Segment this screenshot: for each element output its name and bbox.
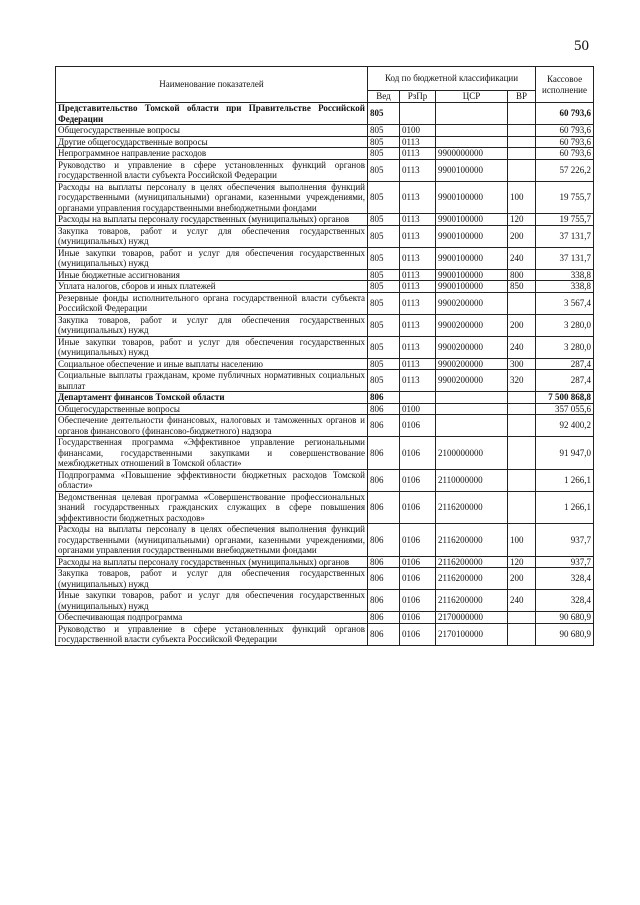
row-rzpr: 0113 bbox=[400, 269, 436, 281]
row-ved: 806 bbox=[368, 612, 400, 624]
table-row bbox=[56, 159, 594, 181]
row-amount: 92 400,2 bbox=[536, 415, 594, 437]
table-row bbox=[56, 524, 594, 557]
header-rzpr: РзПр bbox=[400, 91, 436, 103]
row-name: Расходы на выплаты персоналу государственных (муниципальных) органов bbox=[56, 214, 368, 226]
row-csr bbox=[436, 403, 508, 415]
row-ved: 805 bbox=[368, 125, 400, 137]
row-csr: 2170100000 bbox=[436, 623, 508, 645]
row-vr: 200 bbox=[508, 225, 536, 247]
row-rzpr: 0106 bbox=[400, 612, 436, 624]
row-rzpr: 0113 bbox=[400, 214, 436, 226]
row-name: Иные закупки товаров, работ и услуг для обеспечения государственных (муниципальных) нужд bbox=[56, 590, 368, 612]
table-body bbox=[56, 103, 594, 646]
row-csr: 9900200000 bbox=[436, 370, 508, 392]
table-row bbox=[56, 148, 594, 160]
row-name: Закупка товаров, работ и услуг для обеспечения государственных (муниципальных) нужд bbox=[56, 568, 368, 590]
row-ved: 806 bbox=[368, 568, 400, 590]
table-row bbox=[56, 125, 594, 137]
row-name: Расходы на выплаты персоналу в целях обеспечения выполнения функций государственными (муниципальными) органами, казенными учреждениями, органами управления государственными внебюджетными фондами bbox=[56, 181, 368, 214]
row-csr: 2100000000 bbox=[436, 437, 508, 470]
row-ved: 805 bbox=[368, 336, 400, 358]
table-row bbox=[56, 469, 594, 491]
row-amount: 90 680,9 bbox=[536, 612, 594, 624]
row-ved: 805 bbox=[368, 214, 400, 226]
row-ved: 805 bbox=[368, 269, 400, 281]
row-ved: 805 bbox=[368, 181, 400, 214]
row-rzpr bbox=[400, 103, 436, 125]
row-ved: 805 bbox=[368, 136, 400, 148]
row-rzpr: 0106 bbox=[400, 415, 436, 437]
row-name: Ведомственная целевая программа «Совершенствование профессиональных знаний государственных гражданских служащих в сфере повышения эффективности бюджетных расходов» bbox=[56, 491, 368, 524]
row-csr bbox=[436, 103, 508, 125]
row-vr: 300 bbox=[508, 358, 536, 370]
row-vr: 240 bbox=[508, 336, 536, 358]
row-ved: 805 bbox=[368, 281, 400, 293]
row-amount: 3 280,0 bbox=[536, 336, 594, 358]
row-name: Представительство Томской области при Правительстве Российской Федерации bbox=[56, 103, 368, 125]
row-csr: 2110000000 bbox=[436, 469, 508, 491]
row-amount: 937,7 bbox=[536, 524, 594, 557]
row-ved: 805 bbox=[368, 314, 400, 336]
row-csr: 9900100000 bbox=[436, 159, 508, 181]
row-amount: 37 131,7 bbox=[536, 225, 594, 247]
row-csr: 2116200000 bbox=[436, 556, 508, 568]
table-row bbox=[56, 370, 594, 392]
row-csr: 2116200000 bbox=[436, 524, 508, 557]
row-vr: 200 bbox=[508, 314, 536, 336]
row-name: Иные закупки товаров, работ и услуг для обеспечения государственных (муниципальных) нужд bbox=[56, 336, 368, 358]
row-rzpr: 0113 bbox=[400, 370, 436, 392]
row-rzpr: 0106 bbox=[400, 437, 436, 470]
row-name: Закупка товаров, работ и услуг для обеспечения государственных (муниципальных) нужд bbox=[56, 314, 368, 336]
row-vr: 120 bbox=[508, 214, 536, 226]
row-rzpr: 0106 bbox=[400, 590, 436, 612]
row-rzpr: 0113 bbox=[400, 136, 436, 148]
row-name: Общегосударственные вопросы bbox=[56, 403, 368, 415]
row-amount: 57 226,2 bbox=[536, 159, 594, 181]
row-vr bbox=[508, 292, 536, 314]
row-name: Закупка товаров, работ и услуг для обеспечения государственных (муниципальных) нужд bbox=[56, 225, 368, 247]
header-amount: Кассовое исполнение bbox=[536, 67, 594, 103]
row-vr bbox=[508, 415, 536, 437]
table-row bbox=[56, 392, 594, 404]
table-row bbox=[56, 612, 594, 624]
table-row bbox=[56, 623, 594, 645]
row-csr: 9900200000 bbox=[436, 336, 508, 358]
table-row bbox=[56, 247, 594, 269]
row-rzpr: 0106 bbox=[400, 556, 436, 568]
row-ved: 805 bbox=[368, 225, 400, 247]
row-name: Подпрограмма «Повышение эффективности бюджетных расходов Томской области» bbox=[56, 469, 368, 491]
row-rzpr: 0106 bbox=[400, 491, 436, 524]
row-csr: 9900200000 bbox=[436, 358, 508, 370]
row-csr: 9900100000 bbox=[436, 269, 508, 281]
row-name: Уплата налогов, сборов и иных платежей bbox=[56, 281, 368, 293]
row-rzpr: 0113 bbox=[400, 358, 436, 370]
table-row bbox=[56, 292, 594, 314]
row-amount: 3 280,0 bbox=[536, 314, 594, 336]
row-csr bbox=[436, 125, 508, 137]
table-row bbox=[56, 136, 594, 148]
row-amount: 328,4 bbox=[536, 568, 594, 590]
row-name: Обеспечивающая подпрограмма bbox=[56, 612, 368, 624]
row-name: Расходы на выплаты персоналу в целях обеспечения выполнения функций государственными (муниципальными) органами, казенными учреждениями, органами управления государственными внебюджетными фондами bbox=[56, 524, 368, 557]
row-amount: 19 755,7 bbox=[536, 181, 594, 214]
row-ved: 806 bbox=[368, 415, 400, 437]
row-csr: 9900100000 bbox=[436, 225, 508, 247]
row-rzpr bbox=[400, 392, 436, 404]
row-name: Расходы на выплаты персоналу государственных (муниципальных) органов bbox=[56, 556, 368, 568]
row-amount: 60 793,6 bbox=[536, 103, 594, 125]
row-ved: 806 bbox=[368, 556, 400, 568]
table-row bbox=[56, 269, 594, 281]
table-row bbox=[56, 437, 594, 470]
row-vr bbox=[508, 148, 536, 160]
row-rzpr: 0106 bbox=[400, 568, 436, 590]
row-csr: 9900100000 bbox=[436, 247, 508, 269]
row-ved: 806 bbox=[368, 524, 400, 557]
row-vr bbox=[508, 469, 536, 491]
row-amount: 287,4 bbox=[536, 358, 594, 370]
row-ved: 806 bbox=[368, 469, 400, 491]
row-amount: 60 793,6 bbox=[536, 125, 594, 137]
header-ved: Вед bbox=[368, 91, 400, 103]
row-vr: 320 bbox=[508, 370, 536, 392]
row-rzpr: 0113 bbox=[400, 336, 436, 358]
row-amount: 7 500 868,8 bbox=[536, 392, 594, 404]
row-ved: 805 bbox=[368, 370, 400, 392]
row-csr bbox=[436, 415, 508, 437]
table-row bbox=[56, 181, 594, 214]
row-rzpr: 0100 bbox=[400, 403, 436, 415]
row-ved: 806 bbox=[368, 437, 400, 470]
row-rzpr: 0100 bbox=[400, 125, 436, 137]
row-ved: 805 bbox=[368, 159, 400, 181]
row-rzpr: 0113 bbox=[400, 148, 436, 160]
table-row bbox=[56, 403, 594, 415]
row-amount: 3 567,4 bbox=[536, 292, 594, 314]
row-amount: 338,8 bbox=[536, 269, 594, 281]
row-amount: 338,8 bbox=[536, 281, 594, 293]
row-ved: 806 bbox=[368, 623, 400, 645]
header-code-group: Код по бюджетной классификации bbox=[368, 67, 536, 91]
row-amount: 1 266,1 bbox=[536, 469, 594, 491]
row-csr: 2116200000 bbox=[436, 491, 508, 524]
row-ved: 806 bbox=[368, 491, 400, 524]
row-name: Резервные фонды исполнительного органа государственной власти субъекта Российской Федерации bbox=[56, 292, 368, 314]
budget-table bbox=[55, 66, 594, 646]
row-name: Руководство и управление в сфере установленных функций органов государственной власти субъекта Российской Федерации bbox=[56, 159, 368, 181]
row-amount: 287,4 bbox=[536, 370, 594, 392]
table-row bbox=[56, 556, 594, 568]
row-vr bbox=[508, 159, 536, 181]
row-vr bbox=[508, 623, 536, 645]
page-number: 50 bbox=[574, 38, 589, 54]
row-ved: 805 bbox=[368, 358, 400, 370]
row-csr bbox=[436, 136, 508, 148]
row-vr: 100 bbox=[508, 524, 536, 557]
row-vr bbox=[508, 103, 536, 125]
row-csr: 2116200000 bbox=[436, 568, 508, 590]
row-rzpr: 0113 bbox=[400, 159, 436, 181]
row-csr: 2170000000 bbox=[436, 612, 508, 624]
row-ved: 806 bbox=[368, 392, 400, 404]
row-csr: 9900100000 bbox=[436, 181, 508, 214]
row-vr: 850 bbox=[508, 281, 536, 293]
table-row bbox=[56, 214, 594, 226]
row-csr bbox=[436, 392, 508, 404]
row-name: Общегосударственные вопросы bbox=[56, 125, 368, 137]
row-rzpr: 0106 bbox=[400, 623, 436, 645]
row-rzpr: 0106 bbox=[400, 469, 436, 491]
row-ved: 806 bbox=[368, 403, 400, 415]
row-vr: 800 bbox=[508, 269, 536, 281]
row-csr: 9900100000 bbox=[436, 214, 508, 226]
header-name: Наименование показателей bbox=[56, 67, 368, 103]
row-name: Иные закупки товаров, работ и услуг для обеспечения государственных (муниципальных) нужд bbox=[56, 247, 368, 269]
row-rzpr: 0113 bbox=[400, 292, 436, 314]
row-name: Социальное обеспечение и иные выплаты населению bbox=[56, 358, 368, 370]
row-csr: 9900200000 bbox=[436, 292, 508, 314]
row-amount: 60 793,6 bbox=[536, 136, 594, 148]
row-amount: 19 755,7 bbox=[536, 214, 594, 226]
table-row bbox=[56, 590, 594, 612]
row-vr bbox=[508, 491, 536, 524]
row-ved: 806 bbox=[368, 590, 400, 612]
row-amount: 37 131,7 bbox=[536, 247, 594, 269]
row-vr: 240 bbox=[508, 247, 536, 269]
row-name: Обеспечение деятельности финансовых, налоговых и таможенных органов и органов финансового (финансово-бюджетного) надзора bbox=[56, 415, 368, 437]
row-vr: 200 bbox=[508, 568, 536, 590]
row-ved: 805 bbox=[368, 148, 400, 160]
row-name: Департамент финансов Томской области bbox=[56, 392, 368, 404]
row-amount: 1 266,1 bbox=[536, 491, 594, 524]
row-name: Иные бюджетные ассигнования bbox=[56, 269, 368, 281]
row-amount: 91 947,0 bbox=[536, 437, 594, 470]
row-vr: 240 bbox=[508, 590, 536, 612]
row-vr bbox=[508, 125, 536, 137]
table-row bbox=[56, 281, 594, 293]
table-row bbox=[56, 103, 594, 125]
row-ved: 805 bbox=[368, 247, 400, 269]
table-row bbox=[56, 225, 594, 247]
row-vr: 120 bbox=[508, 556, 536, 568]
row-csr: 9900200000 bbox=[436, 314, 508, 336]
row-ved: 805 bbox=[368, 103, 400, 125]
row-rzpr: 0106 bbox=[400, 524, 436, 557]
row-ved: 805 bbox=[368, 292, 400, 314]
row-name: Непрограммное направление расходов bbox=[56, 148, 368, 160]
table-row bbox=[56, 336, 594, 358]
row-csr: 2116200000 bbox=[436, 590, 508, 612]
table-row bbox=[56, 415, 594, 437]
table-row bbox=[56, 491, 594, 524]
row-vr bbox=[508, 612, 536, 624]
row-rzpr: 0113 bbox=[400, 281, 436, 293]
row-csr: 9900000000 bbox=[436, 148, 508, 160]
row-name: Государственная программа «Эффективное управление региональными финансами, государственными закупками и совершенствование межбюджетных отношений в Томской области» bbox=[56, 437, 368, 470]
row-rzpr: 0113 bbox=[400, 181, 436, 214]
row-rzpr: 0113 bbox=[400, 314, 436, 336]
row-csr: 9900100000 bbox=[436, 281, 508, 293]
row-amount: 90 680,9 bbox=[536, 623, 594, 645]
row-vr bbox=[508, 437, 536, 470]
row-rzpr: 0113 bbox=[400, 225, 436, 247]
row-name: Руководство и управление в сфере установленных функций органов государственной власти субъекта Российской Федерации bbox=[56, 623, 368, 645]
header-vr: ВР bbox=[508, 91, 536, 103]
row-vr bbox=[508, 136, 536, 148]
row-rzpr: 0113 bbox=[400, 247, 436, 269]
table-row bbox=[56, 358, 594, 370]
row-amount: 357 055,6 bbox=[536, 403, 594, 415]
row-vr bbox=[508, 403, 536, 415]
row-amount: 937,7 bbox=[536, 556, 594, 568]
row-amount: 328,4 bbox=[536, 590, 594, 612]
row-amount: 60 793,6 bbox=[536, 148, 594, 160]
row-vr bbox=[508, 392, 536, 404]
header-csr: ЦСР bbox=[436, 91, 508, 103]
row-name: Социальные выплаты гражданам, кроме публичных нормативных социальных выплат bbox=[56, 370, 368, 392]
row-name: Другие общегосударственные вопросы bbox=[56, 136, 368, 148]
row-vr: 100 bbox=[508, 181, 536, 214]
table-row bbox=[56, 568, 594, 590]
table-row bbox=[56, 314, 594, 336]
